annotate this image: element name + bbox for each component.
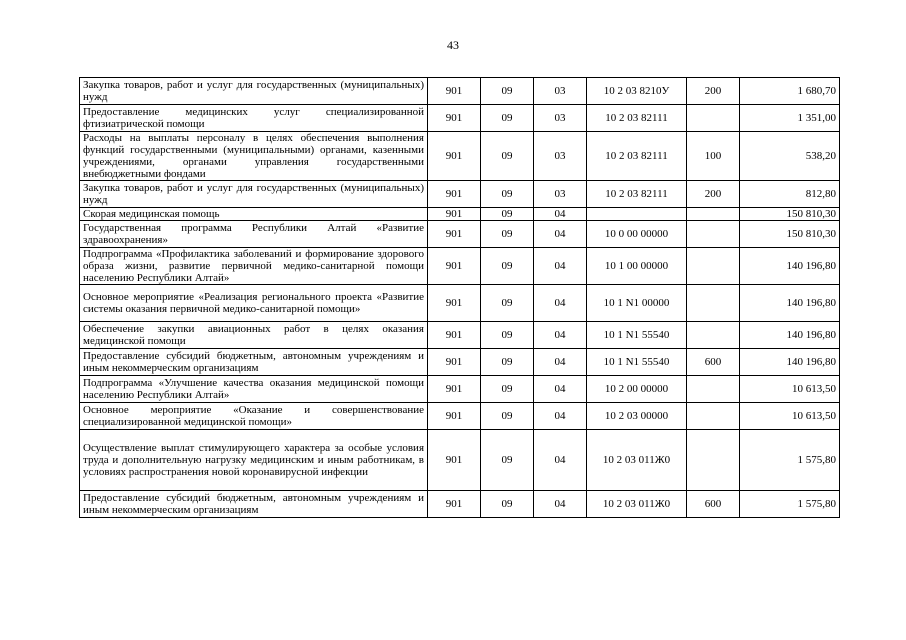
cell-amount: 140 196,80 [740,322,840,349]
cell-name: Предоставление субсидий бюджетным, автономным учреждениям и иным некоммерческим организациям [80,491,428,518]
cell-amount: 538,20 [740,132,840,181]
table-row [80,221,840,248]
cell-target-article: 10 2 03 00000 [587,403,687,430]
cell-subsection: 03 [534,132,587,181]
cell-name: Закупка товаров, работ и услуг для государственных (муниципальных) нужд [80,78,428,105]
cell-expense-type [687,376,740,403]
cell-amount: 1 575,80 [740,491,840,518]
cell-name: Расходы на выплаты персоналу в целях обеспечения выполнения функций государственными (муниципальными) органами, казенными учреждениями, органами управления государственными внебюджетными фондами [80,132,428,181]
cell-target-article: 10 2 00 00000 [587,376,687,403]
cell-amount: 150 810,30 [740,221,840,248]
cell-target-article: 10 1 N1 00000 [587,285,687,322]
table-row [80,248,840,285]
cell-target-article: 10 1 00 00000 [587,248,687,285]
cell-name: Предоставление медицинских услуг специализированной фтизиатрической помощи [80,105,428,132]
table-body [80,78,840,518]
cell-section: 09 [481,349,534,376]
cell-subsection: 04 [534,376,587,403]
table-row [80,403,840,430]
cell-section: 09 [481,132,534,181]
cell-name: Основное мероприятие «Оказание и совершенствование специализированной медицинской помощи» [80,403,428,430]
cell-target-article: 10 1 N1 55540 [587,349,687,376]
cell-expense-type [687,248,740,285]
cell-name: Предоставление субсидий бюджетным, автономным учреждениям и иным некоммерческим организациям [80,349,428,376]
cell-section: 09 [481,285,534,322]
table-row [80,430,840,491]
cell-section: 09 [481,322,534,349]
cell-admin-code: 901 [428,322,481,349]
cell-subsection: 04 [534,208,587,221]
cell-amount: 150 810,30 [740,208,840,221]
cell-subsection: 03 [534,78,587,105]
cell-name: Государственная программа Республики Алтай «Развитие здравоохранения» [80,221,428,248]
cell-expense-type [687,208,740,221]
table-row [80,181,840,208]
table-row [80,105,840,132]
cell-target-article: 10 1 N1 55540 [587,322,687,349]
cell-section: 09 [481,248,534,285]
cell-section: 09 [481,491,534,518]
cell-admin-code: 901 [428,376,481,403]
page-number: 43 [447,38,459,52]
cell-admin-code: 901 [428,403,481,430]
cell-subsection: 04 [534,285,587,322]
cell-name: Подпрограмма «Улучшение качества оказания медицинской помощи населению Республики Алтай» [80,376,428,403]
cell-subsection: 04 [534,403,587,430]
cell-target-article: 10 2 03 82111 [587,132,687,181]
cell-section: 09 [481,181,534,208]
cell-subsection: 03 [534,181,587,208]
cell-section: 09 [481,78,534,105]
cell-section: 09 [481,105,534,132]
cell-amount: 10 613,50 [740,403,840,430]
table-row [80,78,840,105]
cell-target-article: 10 2 03 8210У [587,78,687,105]
cell-target-article: 10 2 03 011Ж0 [587,491,687,518]
cell-expense-type [687,105,740,132]
table-row [80,376,840,403]
table-row [80,491,840,518]
cell-name: Основное мероприятие «Реализация регионального проекта «Развитие системы оказания первичной медико-санитарной помощи» [80,285,428,322]
table-row [80,132,840,181]
cell-subsection: 04 [534,221,587,248]
cell-admin-code: 901 [428,349,481,376]
cell-expense-type: 600 [687,491,740,518]
cell-name: Обеспечение закупки авиационных работ в целях оказания медицинской помощи [80,322,428,349]
cell-subsection: 04 [534,430,587,491]
cell-amount: 1 680,70 [740,78,840,105]
table-row [80,322,840,349]
cell-expense-type: 100 [687,132,740,181]
cell-section: 09 [481,208,534,221]
cell-admin-code: 901 [428,105,481,132]
cell-section: 09 [481,403,534,430]
cell-amount: 1 351,00 [740,105,840,132]
cell-name: Подпрограмма «Профилактика заболеваний и формирование здорового образа жизни, развитие первичной медико-санитарной помощи населению Республики Алтай» [80,248,428,285]
table-row [80,285,840,322]
cell-expense-type: 200 [687,78,740,105]
cell-admin-code: 901 [428,181,481,208]
cell-expense-type [687,285,740,322]
cell-section: 09 [481,430,534,491]
cell-admin-code: 901 [428,78,481,105]
cell-name: Закупка товаров, работ и услуг для государственных (муниципальных) нужд [80,181,428,208]
cell-target-article: 10 2 03 82111 [587,105,687,132]
cell-expense-type: 200 [687,181,740,208]
cell-amount: 140 196,80 [740,349,840,376]
cell-target-article: 10 2 03 011Ж0 [587,430,687,491]
cell-subsection: 03 [534,105,587,132]
cell-subsection: 04 [534,322,587,349]
cell-name: Осуществление выплат стимулирующего характера за особые условия труда и дополнительную нагрузку медицинским и иным работникам, в условиях распространения новой коронавирусной инфекции [80,430,428,491]
cell-target-article: 10 0 00 00000 [587,221,687,248]
cell-admin-code: 901 [428,285,481,322]
cell-section: 09 [481,221,534,248]
cell-admin-code: 901 [428,221,481,248]
cell-amount: 10 613,50 [740,376,840,403]
cell-admin-code: 901 [428,208,481,221]
cell-name: Скорая медицинская помощь [80,208,428,221]
cell-expense-type [687,322,740,349]
cell-subsection: 04 [534,248,587,285]
cell-subsection: 04 [534,491,587,518]
cell-expense-type [687,221,740,248]
cell-amount: 140 196,80 [740,248,840,285]
cell-expense-type [687,403,740,430]
cell-expense-type [687,430,740,491]
cell-expense-type: 600 [687,349,740,376]
cell-subsection: 04 [534,349,587,376]
budget-table [79,77,840,518]
cell-admin-code: 901 [428,430,481,491]
cell-section: 09 [481,376,534,403]
table-row [80,349,840,376]
cell-amount: 140 196,80 [740,285,840,322]
table-row [80,208,840,221]
cell-target-article [587,208,687,221]
cell-admin-code: 901 [428,132,481,181]
cell-amount: 812,80 [740,181,840,208]
cell-target-article: 10 2 03 82111 [587,181,687,208]
cell-admin-code: 901 [428,491,481,518]
cell-amount: 1 575,80 [740,430,840,491]
cell-admin-code: 901 [428,248,481,285]
